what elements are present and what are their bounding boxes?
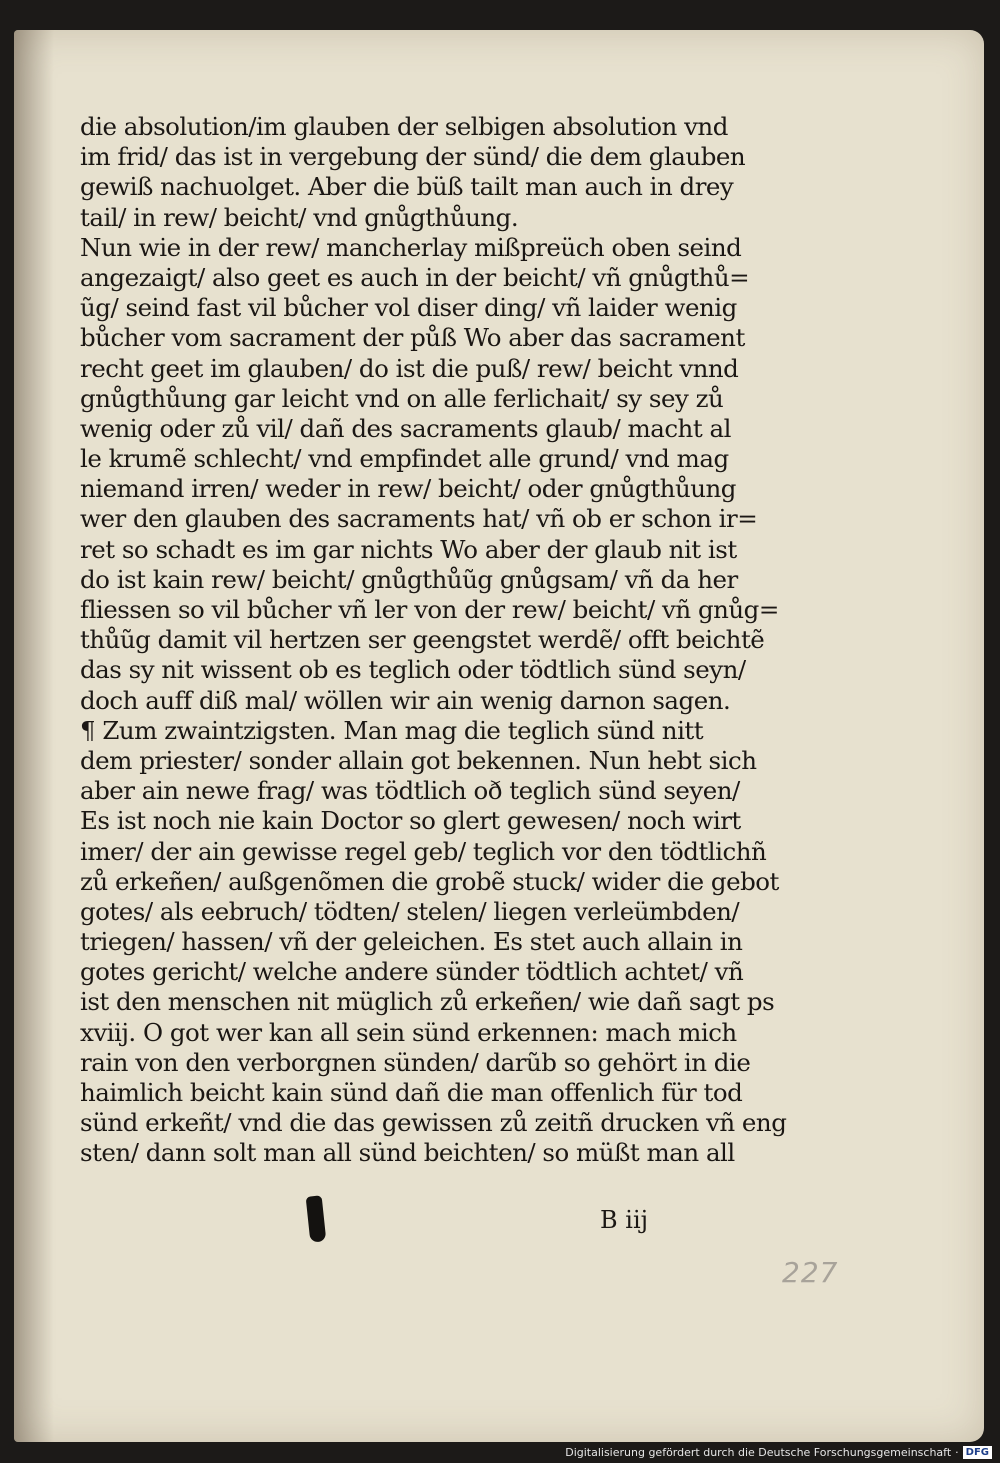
text-line: gnůgthůung gar leicht vnd on alle ferlichait/ sy sey zů [80, 383, 724, 413]
page-number: 227 [782, 1256, 839, 1289]
text-line: do ist kain rew/ beicht/ gnůgthůũg gnůgsam/ vñ da her [80, 564, 738, 594]
text-line: tail/ in rew/ beicht/ vnd gnůgthůung. [80, 202, 519, 232]
dfg-logo-icon: DFG [963, 1446, 992, 1459]
text-line: triegen/ hassen/ vñ der geleichen. Es stet auch allain in [80, 927, 743, 957]
signature-mark: B iij [600, 1206, 649, 1234]
text-line: imer/ der ain gewisse regel geb/ teglich vor den tödtlichñ [80, 836, 767, 866]
footer-text: Digitalisierung gefördert durch die Deutsche Forschungsgemeinschaft [565, 1445, 952, 1459]
text-line: zů erkeñen/ außgenõmen die grobẽ stuck/ wider die gebot [80, 866, 779, 896]
text-line: Nun wie in der rew/ mancherlay mißpreüch oben seind [80, 232, 742, 262]
text-line: xviij. O got wer kan all sein sünd erkennen: mach mich [80, 1017, 737, 1047]
text-line: thůũg damit vil hertzen ser geengstet werdẽ/ offt beichtẽ [80, 625, 765, 655]
text-line: niemand irren/ weder in rew/ beicht/ oder gnůgthůung [80, 474, 736, 504]
text-line: angezaigt/ also geet es auch in der beicht/ vñ gnůgthů= [80, 262, 750, 292]
text-line: gotes/ als eebruch/ tödten/ stelen/ liegen verleümbden/ [80, 896, 740, 926]
text-line: dem priester/ sonder allain got bekennen. Nun hebt sich [80, 745, 757, 775]
text-line: ¶ Zum zwaintzigsten. Man mag die teglich sünd nitt [80, 715, 704, 745]
spine-shadow [14, 30, 54, 1442]
text-line: doch auff diß mal/ wöllen wir ain wenig darnon sagen. [80, 685, 731, 715]
text-line: bůcher vom sacrament der půß Wo aber das sacrament [80, 323, 745, 353]
text-line: aber ain newe frag/ was tödtlich oð teglich sünd seyen/ [80, 776, 740, 806]
text-line: sünd erkeñt/ vnd die das gewissen zů zeitñ drucken vñ eng [80, 1108, 787, 1138]
text-line: sten/ dann solt man all sünd beichten/ so müßt man all [80, 1138, 735, 1168]
text-line: gewiß nachuolget. Aber die büß tailt man auch in drey [80, 172, 734, 202]
text-line: wer den glauben des sacraments hat/ vñ ob er schon ir= [80, 504, 758, 534]
text-line: ũg/ seind fast vil bůcher vol diser ding/ vñ laider wenig [80, 293, 737, 323]
text-line: ret so schadt es im gar nichts Wo aber der glaub nit ist [80, 534, 737, 564]
text-line: ist den menschen nit müglich zů erkeñen/ wie dañ sagt ps [80, 987, 775, 1017]
text-line: haimlich beicht kain sünd dañ die man offenlich für tod [80, 1078, 743, 1107]
text-line: die absolution/im glauben der selbigen absolution vnd [80, 112, 728, 141]
text-line: rain von den verborgnen sünden/ darũb so gehört in die [80, 1047, 751, 1077]
text-line: gotes gericht/ welche andere sünder tödtlich achtet/ vñ [80, 957, 744, 987]
footer-credit [565, 1443, 992, 1461]
text-line: wenig oder zů vil/ dañ des sacraments glaub/ macht al [80, 413, 731, 443]
text-block [80, 112, 787, 1169]
text-line: recht geet im glauben/ do ist die puß/ rew/ beicht vnnd [80, 353, 739, 383]
text-line: das sy nit wissent ob es teglich oder tödtlich sünd seyn/ [80, 655, 746, 685]
text-line: im frid/ das ist in vergebung der sünd/ die dem glauben [80, 142, 746, 172]
text-line: le krumẽ schlecht/ vnd empfindet alle grund/ vnd mag [80, 444, 729, 474]
separator: · [955, 1445, 959, 1459]
text-line: Es ist noch nie kain Doctor so glert gewesen/ noch wirt [80, 806, 741, 836]
text-line: fliessen so vil bůcher vñ ler von der rew/ beicht/ vñ gnůg= [80, 595, 779, 624]
